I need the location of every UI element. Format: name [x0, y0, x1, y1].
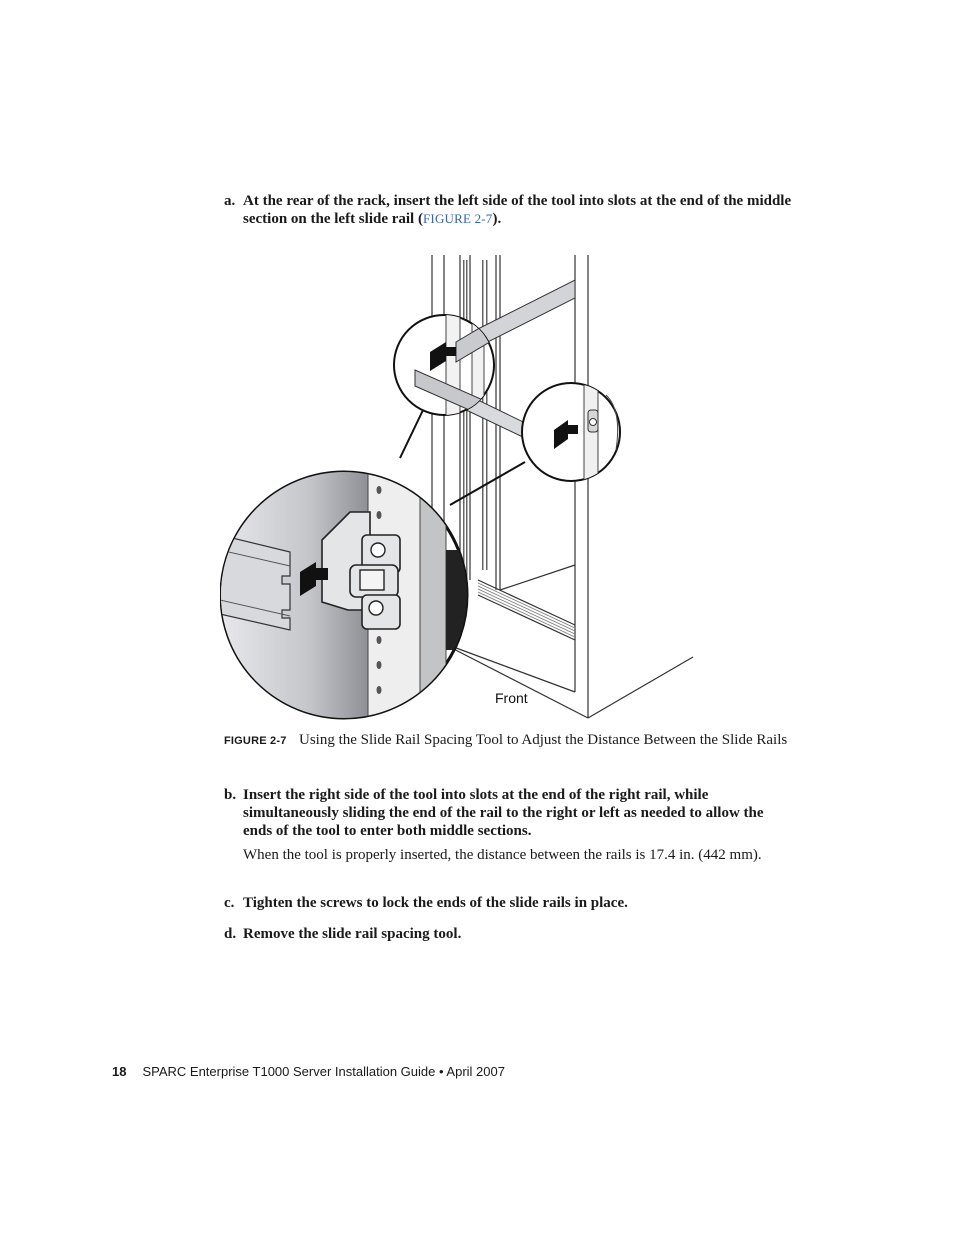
step-a	[224, 192, 796, 228]
callout-circle-right	[522, 383, 620, 481]
step-b-note: When the tool is properly inserted, the distance between the rails is 17.4 in. (442 mm).	[243, 847, 762, 863]
step-a-text	[243, 192, 796, 228]
step-a-end: ).	[492, 211, 502, 227]
step-b	[224, 786, 796, 840]
page-number: 18	[112, 1064, 127, 1079]
step-d-text: Remove the slide rail spacing tool.	[243, 926, 462, 942]
front-label: Front	[495, 690, 528, 706]
figure-caption: Using the Slide Rail Spacing Tool to Adjust the Distance Between the Slide Rails	[299, 732, 788, 748]
footer-text: SPARC Enterprise T1000 Server Installation Guide • April 2007	[142, 1064, 505, 1079]
figure-reference-link[interactable]: FIGURE 2-7	[422, 211, 493, 226]
step-a-body: At the rear of the rack, insert the left side of the tool into slots at the end of the middle section on the left slide rail (	[243, 193, 792, 227]
step-c	[224, 894, 796, 912]
step-b-text: Insert the right side of the tool into slots at the end of the right rail, while simultaneously sliding the end of the rail to the right or left as needed to allow the ends of the tool to enter both middle sections.	[243, 787, 764, 839]
step-d	[224, 925, 796, 943]
rack-illustration	[220, 250, 700, 725]
step-b-letter: b.	[224, 787, 237, 803]
figure-label: FIGURE 2-7	[224, 735, 287, 747]
figure-illustration	[220, 250, 700, 730]
vent-grille	[478, 583, 575, 637]
step-a-letter: a.	[224, 193, 236, 209]
step-c-text: Tighten the screws to lock the ends of the slide rails in place.	[243, 895, 628, 911]
rack-perforations	[463, 260, 488, 580]
step-c-letter: c.	[224, 895, 235, 911]
step-d-letter: d.	[224, 926, 237, 942]
page-footer	[112, 1064, 505, 1079]
